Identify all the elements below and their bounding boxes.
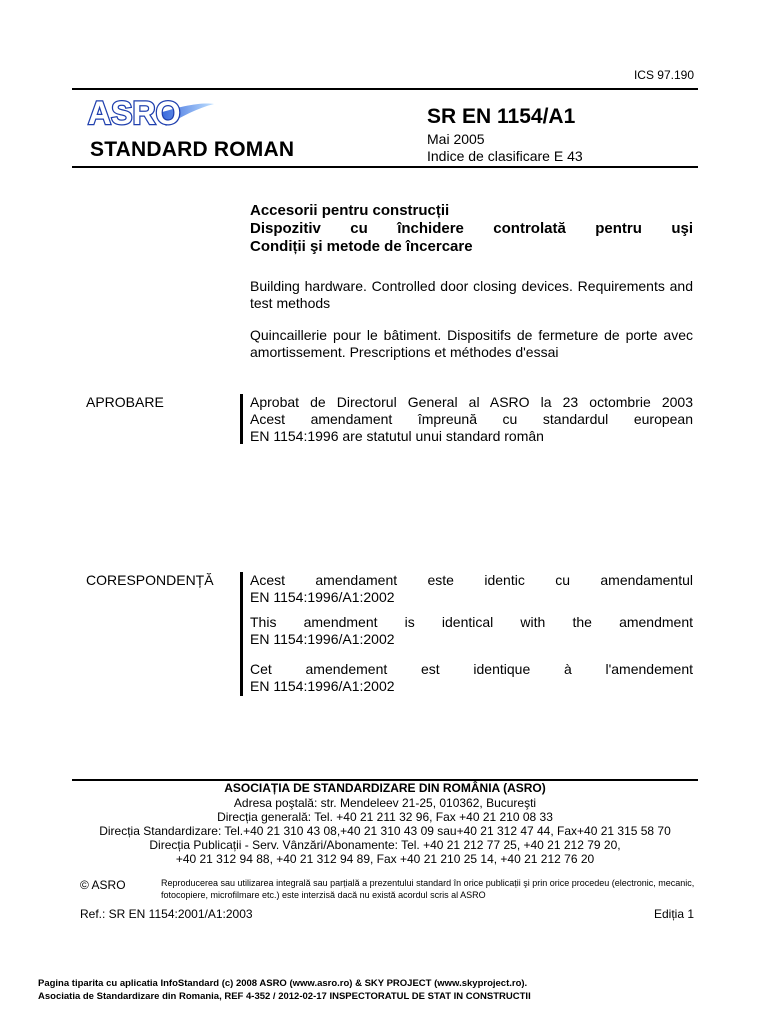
standard-code: SR EN 1154/A1: [427, 105, 576, 128]
ics-code: ICS 97.190: [633, 68, 694, 82]
corr-fr-line-1: Cet amendement est identique à l'amendement: [250, 661, 693, 677]
correspondence-french: [250, 661, 693, 695]
footer-organization: ASOCIAȚIA DE STANDARDIZARE DIN ROMÂNIA (ASRO): [224, 781, 546, 795]
footer-publications-line-2: +40 21 312 94 88, +40 21 312 94 89, Fax +40 21 210 25 14, +40 21 212 76 20: [175, 852, 595, 866]
corr-en-line-1: This amendment is identical with the amendment: [250, 614, 693, 630]
corr-fr-line-2: EN 1154:1996/A1:2002: [250, 678, 395, 694]
footer-address: Adresa poştală: str. Mendeleev 21-25, 010362, Bucureşti: [233, 796, 537, 810]
aprobare-text: [250, 394, 693, 445]
corr-en-line-2: EN 1154:1996/A1:2002: [250, 631, 395, 647]
header-bottom-rule: [72, 166, 698, 168]
asro-logo-graphic: [86, 92, 216, 136]
corr-ro-line-2: EN 1154:1996/A1:2002: [250, 589, 395, 605]
aprobare-bar: [240, 394, 243, 444]
english-title: Building hardware. Controlled door closing devices. Requirements and test methods: [250, 278, 693, 311]
title-line-3: Condiții şi metode de încercare: [250, 238, 473, 255]
reproduction-notice: Reproducerea sau utilizarea integrală sau parțială a prezentului standard în orice publicații şi prin orice procedeu (electronic, mecanic, fotocopiere, microfilmare etc.) este interzisă dacă nu există acordul scris al ASRO: [161, 878, 695, 900]
footer-general-direction: Direcția generală: Tel. +40 21 211 32 96, Fax +40 21 210 08 33: [217, 810, 553, 824]
edition-label: Ediția 1: [653, 907, 694, 921]
print-notice-line-1: Pagina tiparita cu aplicatia InfoStandard (c) 2008 ASRO (www.asro.ro) & SKY PROJECT (www.skyproject.ro).: [38, 978, 528, 989]
copyright-notice: © ASRO: [80, 878, 126, 892]
logo-wordmark: ASRO: [88, 95, 181, 131]
aprobare-line-1: Aprobat de Directorul General al ASRO la 23 octombrie 2003: [250, 394, 693, 410]
header-top-rule: [72, 88, 698, 90]
aprobare-line-3: EN 1154:1996 are statutul unui standard român: [250, 428, 544, 444]
publication-date: Mai 2005: [427, 131, 485, 147]
footer-standardization-direction: Direcția Standardizare: Tel.+40 21 310 43 08,+40 21 310 43 09 sau+40 21 312 47 44, Fax+40 21 315 58 70: [99, 824, 671, 838]
footer-publications-line-1: Direcția Publicații - Serv. Vânzări/Abonamente: Tel. +40 21 212 77 25, +40 21 212 79 20,: [149, 838, 621, 852]
reference-code: Ref.: SR EN 1154:2001/A1:2003: [80, 907, 253, 921]
romanian-title: [250, 202, 693, 256]
classification-index: Indice de clasificare E 43: [427, 148, 583, 164]
corr-ro-line-1: Acest amendament este identic cu amendamentul: [250, 572, 693, 588]
title-line-2: Dispozitiv cu închidere controlată pentru uşi: [250, 220, 693, 237]
corespondenta-bar: [240, 572, 243, 696]
correspondence-english: [250, 614, 693, 648]
corespondenta-label: CORESPONDENȚĂ: [86, 572, 214, 588]
aprobare-label: APROBARE: [86, 394, 164, 410]
correspondence-romanian: [250, 572, 693, 606]
standard-roman-heading: STANDARD ROMAN: [90, 138, 295, 161]
french-title: Quincaillerie pour le bâtiment. Dispositifs de fermeture de porte avec amortissement. Prescriptions et méthodes d'essai: [250, 327, 693, 360]
aprobare-line-2: Acest amendament împreună cu standardul european: [250, 411, 693, 427]
print-notice-line-2: Asociatia de Standardizare din Romania, REF 4-352 / 2012-02-17 INSPECTORATUL DE STAT IN CONSTRUCTII: [38, 991, 531, 1002]
asro-logo: [86, 92, 216, 136]
title-line-1: Accesorii pentru construcții: [250, 202, 450, 219]
